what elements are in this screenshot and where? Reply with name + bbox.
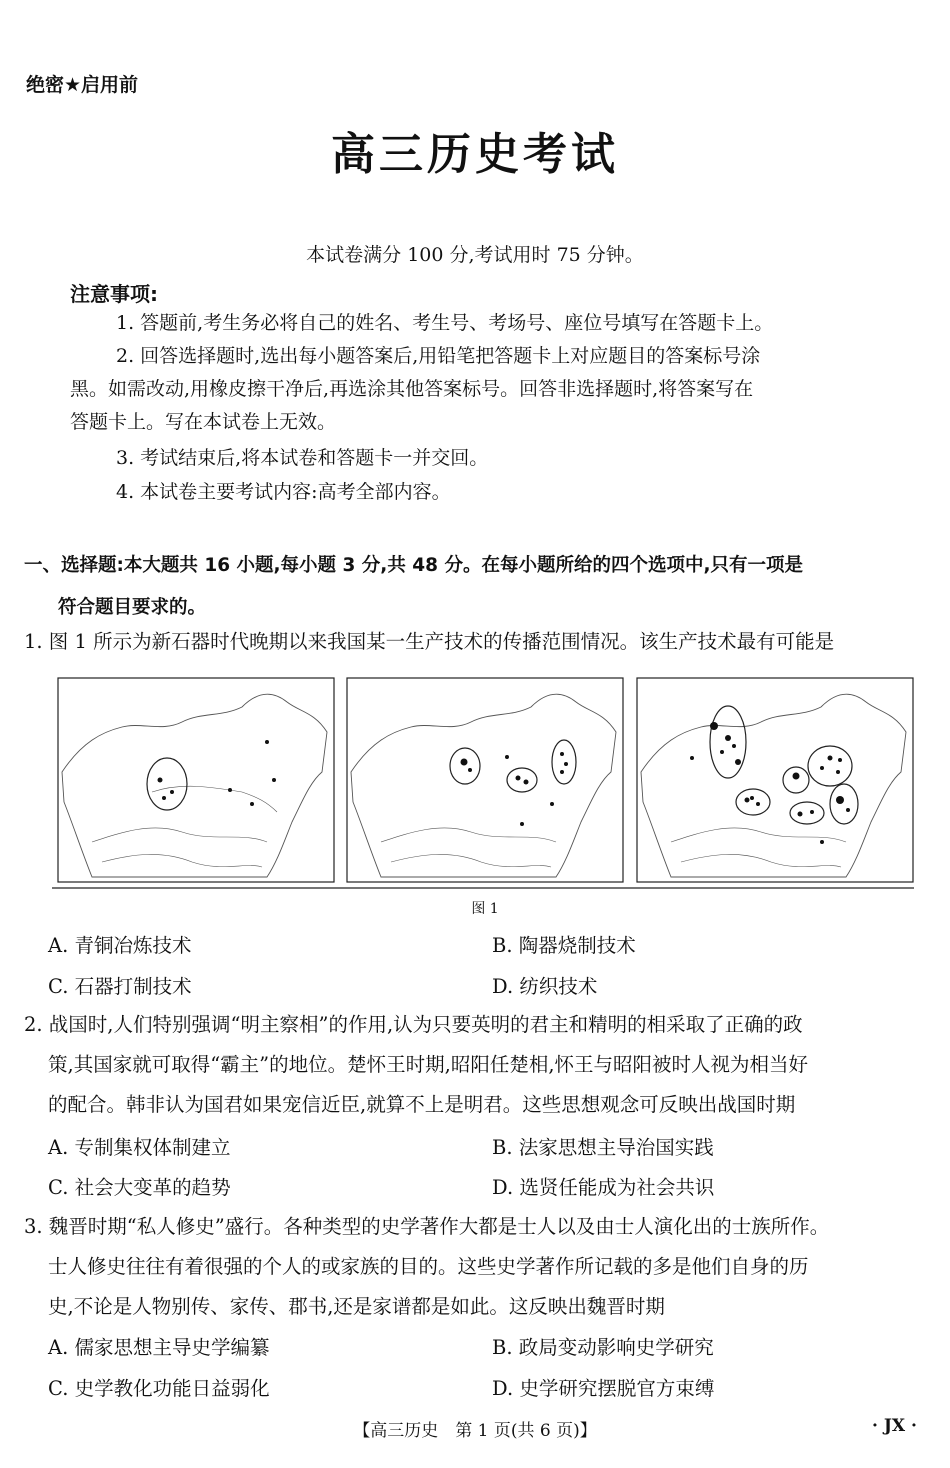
q2-line-2: 策,其国家就可取得“霸主”的地位。楚怀王时期,昭阳任楚相,怀王与昭阳被时人视为相当好	[48, 1053, 809, 1076]
notice-heading: 注意事项:	[70, 282, 158, 306]
q2-option-b: B. 法家思想主导治国实践	[492, 1136, 714, 1159]
map-3-points	[690, 722, 850, 844]
q1-option-c: C. 石器打制技术	[48, 975, 192, 998]
exam-code: · JX ·	[872, 1416, 917, 1436]
q1-option-b: B. 陶器烧制技术	[492, 934, 636, 957]
notice-line-2: 2. 回答选择题时,选出每小题答案后,用铅笔把答题卡上对应题目的答案标号涂	[116, 345, 761, 367]
q3-option-c: C. 史学教化功能日益弱化	[48, 1377, 270, 1400]
figure-1-caption: 图 1	[471, 901, 499, 917]
question-1-stem: 1. 图 1 所示为新石器时代晚期以来我国某一生产技术的传播范围情况。该生产技术最有可能是	[24, 630, 835, 653]
q2-option-c: C. 社会大变革的趋势	[48, 1176, 231, 1199]
q1-option-a: A. 青铜冶炼技术	[48, 934, 192, 957]
exam-info: 本试卷满分 100 分,考试用时 75 分钟。	[306, 244, 644, 266]
question-3-stem	[24, 1207, 929, 1327]
q3-line-1: 3. 魏晋时期“私人修史”盛行。各种类型的史学著作大都是士人以及由士人演化出的士族所作。	[24, 1215, 830, 1238]
figure-1-maps	[52, 672, 914, 890]
notice-line-6: 4. 本试卷主要考试内容:高考全部内容。	[116, 481, 451, 503]
notice-line-3: 黑。如需改动,用橡皮擦干净后,再选涂其他答案标号。回答非选择题时,将答案写在	[70, 378, 754, 400]
section-line-1: 一、选择题:本大题共 16 小题,每小题 3 分,共 48 分。在每小题所给的四个选项中,只有一项是	[24, 555, 803, 576]
q2-option-a: A. 专制集权体制建立	[48, 1136, 231, 1159]
q1-option-d: D. 纺织技术	[492, 975, 598, 998]
notice-line-4: 答题卡上。写在本试卷上无效。	[70, 411, 337, 433]
notice-line-5: 3. 考试结束后,将本试卷和答题卡一并交回。	[116, 447, 489, 469]
q2-line-1: 2. 战国时,人们特别强调“明主察相”的作用,认为只要英明的君主和精明的相采取了正确的政	[24, 1013, 803, 1036]
q2-option-d: D. 选贤任能成为社会共识	[492, 1176, 715, 1199]
q3-line-3: 史,不论是人物别传、家传、郡书,还是家谱都是如此。这反映出魏晋时期	[48, 1295, 665, 1318]
notice-line-1: 1. 答题前,考生务必将自己的姓名、考生号、考场号、座位号填写在答题卡上。	[116, 312, 774, 334]
map-panel-2	[351, 694, 616, 877]
q2-line-3: 的配合。韩非认为国君如果宠信近臣,就算不上是明君。这些思想观念可反映出战国时期	[48, 1093, 796, 1116]
map-panel-3	[641, 694, 906, 877]
section-heading	[24, 545, 934, 629]
q3-line-2: 士人修史往往有着很强的个人的或家族的目的。这些史学著作所记载的多是他们自身的历	[48, 1255, 809, 1278]
map-panel-1	[62, 694, 327, 877]
page-footer: 【高三历史 第 1 页(共 6 页)】	[353, 1421, 597, 1441]
q3-option-d: D. 史学研究摆脱官方束缚	[492, 1377, 715, 1400]
question-2-stem	[24, 1005, 929, 1125]
map-1-points	[158, 740, 277, 806]
q3-option-a: A. 儒家思想主导史学编纂	[48, 1336, 270, 1359]
section-line-2: 符合题目要求的。	[58, 597, 207, 618]
confidential-mark: 绝密★启用前	[26, 74, 139, 96]
page-title: 高三历史考试	[331, 129, 619, 180]
q3-option-b: B. 政局变动影响史学研究	[492, 1336, 714, 1359]
